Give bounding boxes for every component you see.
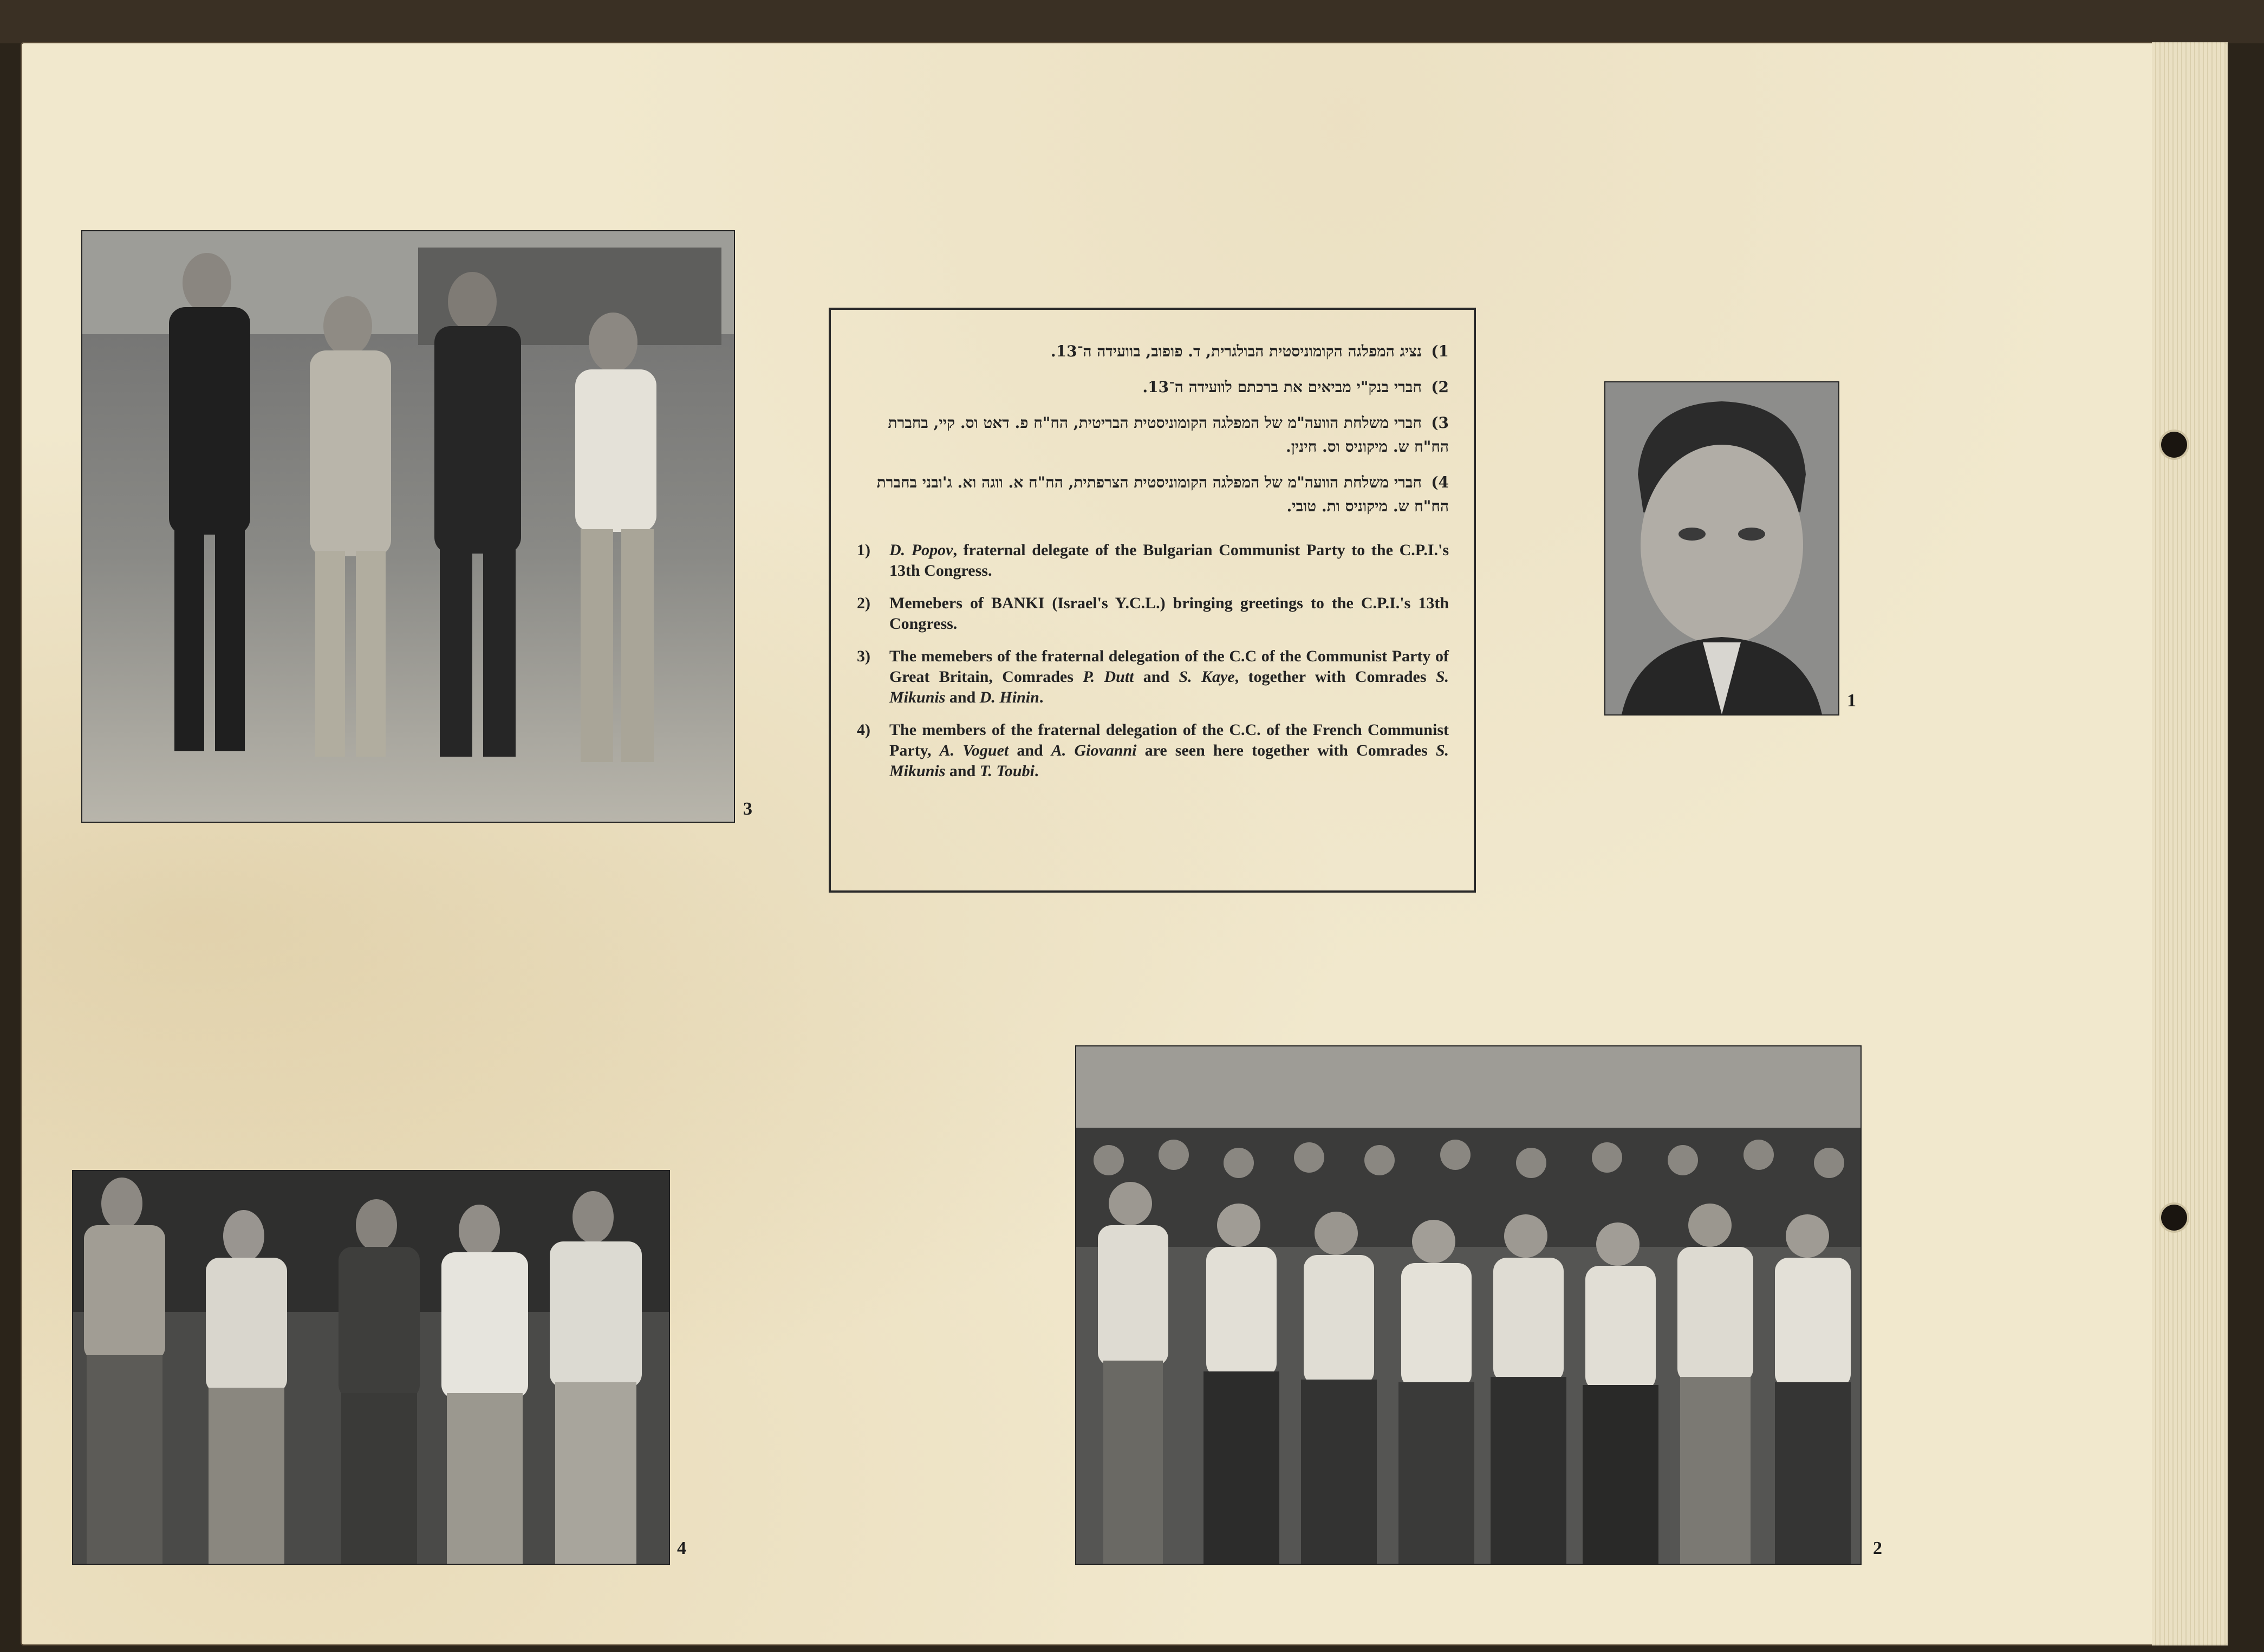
- caption-number: 1): [1431, 342, 1449, 360]
- person-name: A. Giovanni: [1051, 742, 1137, 759]
- caption-text: חברי משלחת הוועה"מ של המפלגה הקומוניסטית הבריטית, הח"ח פ. דאט וס. קיי, בחברת הח"ח ש. מיקוניס וס. חינין.: [888, 414, 1449, 456]
- english-caption-2: [857, 593, 1449, 634]
- photo-banki-members: [1075, 1045, 1862, 1565]
- caption-number: 1): [857, 541, 870, 559]
- person-name: D. Popov: [889, 541, 953, 559]
- caption-number: 4): [1431, 473, 1449, 491]
- album-binding: [0, 0, 2264, 43]
- caption-text: נציג המפלגה הקומוניסטית הבולגרית, ד. פופוב, בוועידה ה־13.: [1050, 342, 1422, 360]
- person-name: D. Hinin: [979, 688, 1039, 706]
- punch-hole-top: [2161, 432, 2187, 458]
- caption-text: .: [1034, 762, 1039, 780]
- english-caption-3: [857, 646, 1449, 708]
- photo-number-1: 1: [1847, 691, 1856, 711]
- page-edge: [2152, 42, 2228, 1646]
- caption-text: , together with Comrades: [1234, 668, 1436, 686]
- punch-hole-bottom: [2161, 1205, 2187, 1231]
- hebrew-caption-1: [857, 340, 1449, 363]
- caption-text: are seen here together with Comrades: [1136, 742, 1436, 759]
- caption-text: The members of the fraternal delegation of the C.C. of the French Communist Party,: [889, 721, 1449, 759]
- hebrew-caption-4: [857, 471, 1449, 518]
- person-name: P. Dutt: [1083, 668, 1134, 686]
- caption-number: 3): [857, 647, 870, 665]
- caption-number: 2): [1431, 378, 1449, 396]
- photo-french-delegation: [72, 1170, 670, 1565]
- caption-text: and: [1134, 668, 1179, 686]
- english-caption-1: [857, 540, 1449, 581]
- caption-box: [829, 308, 1476, 893]
- caption-text: חברי משלחת הוועה"מ של המפלגה הקומוניסטית הצרפתית, הח"ח א. ווגה וא. ג'ובני בחברת הח"ח ש. מיקוניס ות. טובי.: [876, 473, 1449, 515]
- hebrew-caption-2: [857, 375, 1449, 399]
- caption-text: Memebers of BANKI (Israel's Y.C.L.) bringing greetings to the C.P.I.'s 13th Congress.: [889, 594, 1449, 633]
- caption-text: חברי בנק"י מביאים את ברכתם לוועידה ה־13.: [1142, 378, 1422, 396]
- caption-text: and: [1009, 742, 1051, 759]
- caption-text: , fraternal delegate of the Bulgarian Communist Party to the C.P.I.'s 13th Congress.: [889, 541, 1449, 580]
- person-name: S. Mikunis: [889, 742, 1449, 780]
- hebrew-caption-3: [857, 411, 1449, 459]
- photo-popov-portrait: [1604, 381, 1839, 716]
- english-caption-4: [857, 720, 1449, 782]
- photo-number-2: 2: [1873, 1538, 1882, 1558]
- caption-text: and: [945, 762, 980, 780]
- person-name: T. Toubi: [979, 762, 1035, 780]
- caption-text: .: [1039, 688, 1044, 706]
- person-name: S. Mikunis: [889, 668, 1449, 706]
- caption-text: The memebers of the fraternal delegation of the C.C of the Communist Party of Great Britain, Comrades: [889, 647, 1449, 686]
- photo-british-delegation: [81, 230, 735, 823]
- photo-number-3: 3: [743, 799, 752, 819]
- caption-number: 2): [857, 594, 870, 612]
- photo-number-4: 4: [677, 1538, 686, 1558]
- person-name: A. Voguet: [939, 742, 1009, 759]
- caption-number: 3): [1431, 414, 1449, 432]
- person-name: S. Kaye: [1179, 668, 1235, 686]
- caption-number: 4): [857, 721, 870, 739]
- caption-text: and: [945, 688, 980, 706]
